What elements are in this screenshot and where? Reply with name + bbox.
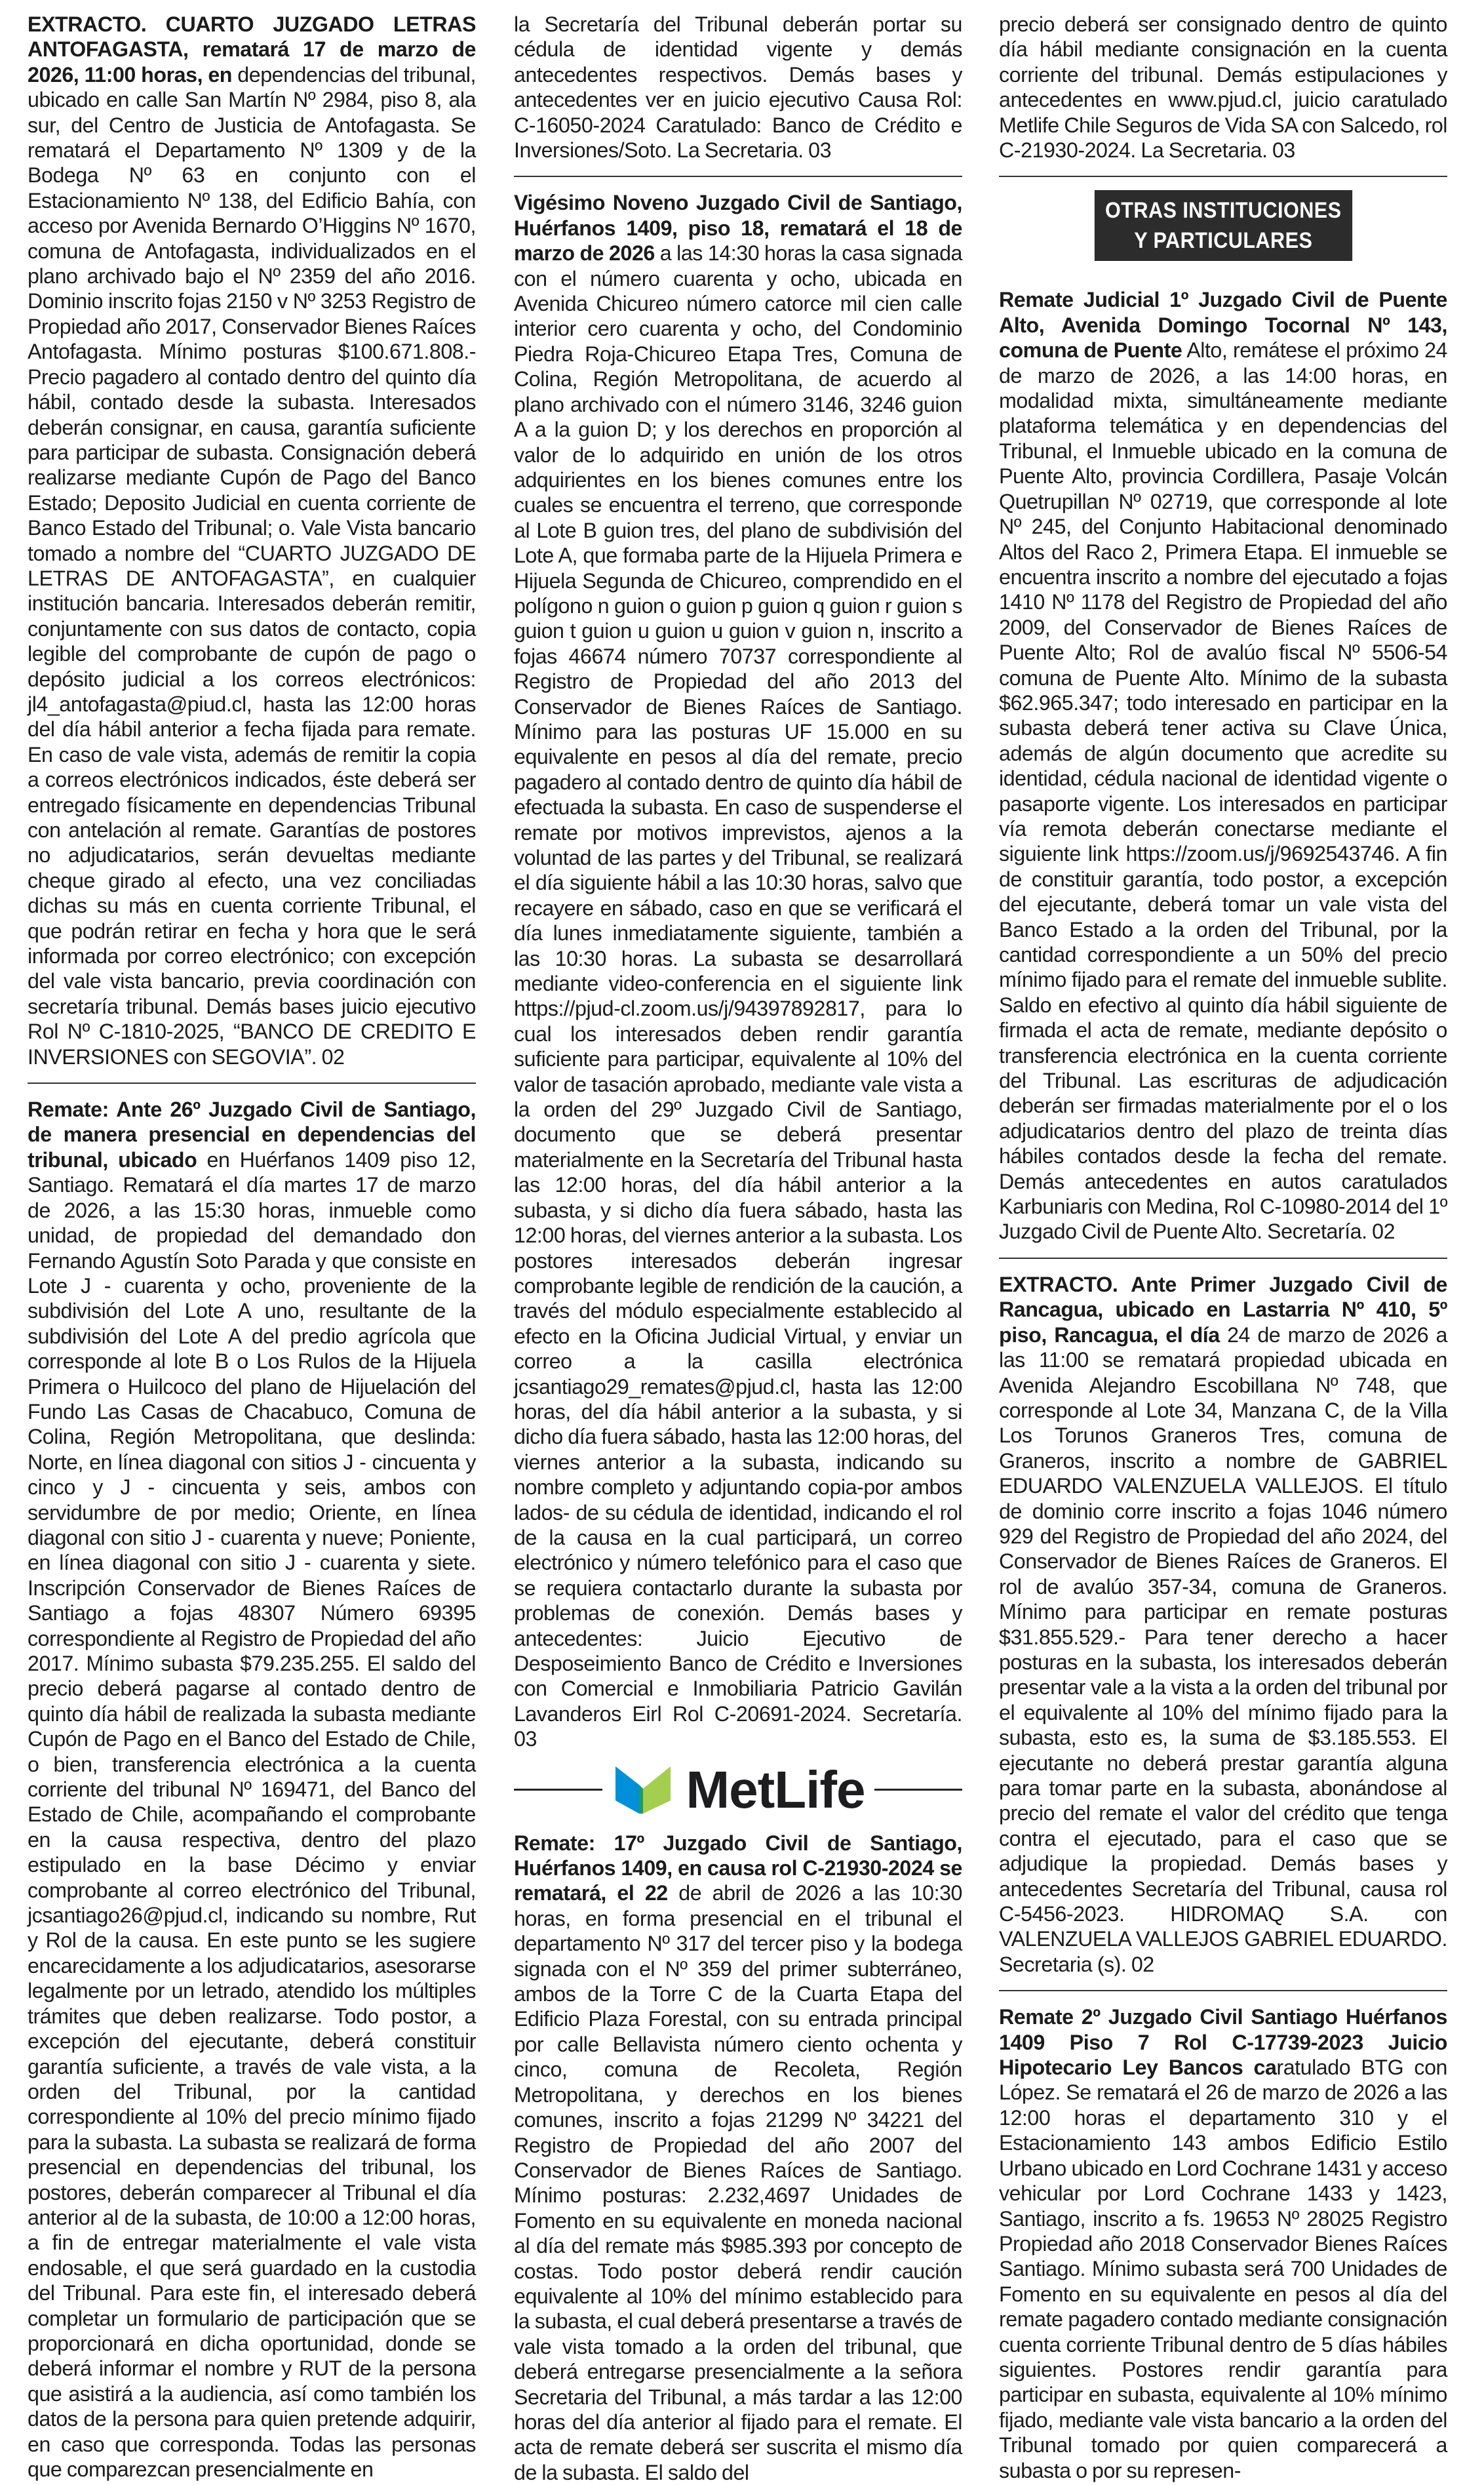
column-2 [514,12,963,2484]
notice-body: a las 14:30 horas la casa signada con el número cuarenta y ocho, ubicada en Avenida Chicureo número catorce mil cien calle interior cero cuarenta y ocho, del Condominio Piedra Roja-Chicureo Etapa Tres, Comuna de Colina, Región Metropolitana, de acuerdo al plano archivado con el número 3146, 3246 guion A a la guion D; y los derechos en proporción al valor de lo adquirido en unión de los otros adquirientes en los bienes comunes entre los cuales se encuentra el terreno, que corresponde al Lote B guion tres, del plano de subdivisión del Lote A, que formaba parte de la Hijuela Primera e Hijuela Segunda de Chicureo, comprendido en el polígono n guion o guion p guion q guion r guion s guion t guion u guion u guion v guion n, inscrito a fojas 46674 número 70737 correspondiente al Registro de Propiedad del año 2013 del Conservador de Bienes Raíces de Santiago. Mínimo para las posturas UF 15.000 en su equivalente en pesos al día del remate, precio pagadero al contado dentro de quinto día hábil de efectuada la subasta. En caso de suspenderse el remate por motivos imprevistos, ajenos a la voluntad de las partes y del Tribunal, se realizará el día siguiente hábil a las 10:30 horas, salvo que recayere en sábado, caso en que se verificará el día lunes inmediatamente siguiente, también a las 10:30 horas. La subasta se desarrollará mediante video-conferencia en el siguiente link https://pjud-cl.zoom.us/j/94397892817, para lo cual los interesados deben rendir garantía suficiente para participar, equivalente al 10% del valor de tasación aprobado, mediante vale vista a la orden del 29º Juzgado Civil de Santiago, documento que se deberá presentar materialmente en la Secretaría del Tribunal hasta las 12:00 horas, del día hábil anterior a la subasta, y si dicho día fuera sábado, hasta las 12:00 horas, del viernes anterior a la subasta. Los postores interesados deberán ingresar comprobante legible de rendición de la caución, a través del módulo especialmente establecido al efecto en la Oficina Judicial Virtual, y enviar un correo a la casilla electrónica jcsantiago29_remates@pjud.cl, hasta las 12:00 horas, del día hábil anterior a la subasta, y si dicho día fuera sábado, hasta las 12:00 horas, del viernes anterior a la subasta, indicando su nombre completo y adjuntando copia-por ambos lados- de su cédula de identidad, indicando el rol de la causa en la cual participará, un correo electrónico y número telefónico para el caso que se requiera contactarlo durante la subasta por problemas de conexión. Demás bases y antecedentes: Juicio Ejecutivo de Desposeimiento Banco de Crédito e Inversiones con Comercial e Inmobiliaria Patricio Gavilán Lavanderos Eirl Rol C-20691-2024. Secretaría. 03 [514,241,963,1751]
notice-continuation [999,12,1447,163]
notice-heading: EXTRACTO. CUARTO JUZGADO LETRAS ANTOFAGASTA, rematará 17 de marzo de 2026, 11:00 horas, en [28,12,476,87]
divider [514,1789,602,1791]
notice-heading: Remate: Ante 26º Juzgado Civil de Santiago, de manera presencial en dependencias del tribunal, ubicado [28,1098,476,1172]
divider [28,1083,476,1084]
notice-heading: Remate: 17º Juzgado Civil de Santiago, Huérfanos 1409, en causa rol C-21930-2024 se rematará, el 22 [514,1831,962,1905]
column-1 [28,12,476,2481]
metlife-wordmark: MetLife [686,1760,865,1819]
divider [999,176,1447,177]
divider [514,176,962,177]
notice-26-juzgado-santiago [28,1097,476,2482]
notice-body: Alto, remátese el próximo 24 de marzo de 2026, a las 14:00 horas, en modalidad mixta, simultáneamente mediante plataforma telemática y en dependencias del Tribunal, el Inmueble ubicado en la comuna de Puente Alto, provincia Cordillera, Pasaje Volcán Quetrupillan Nº 02719, que corresponde al lote Nº 245, del Conjunto Habitacional denominado Altos del Raco 2, Primera Etapa. El inmueble se encuentra inscrito a nombre del ejecutado a fojas 1410 Nº 1178 del Registro de Propiedad del año 2009, del Conservador de Bienes Raíces de Puente Alto; Rol de avalúo fiscal Nº 5506-54 comuna de Puente Alto. Mínimo de la subasta $62.965.347; todo interesado en participar en la subasta deberá tener activa su Clave Única, además de algún documento que acredite su identidad, cédula nacional de identidad vigente o pasaporte vigente. Los interesados en participar vía remota deberán conectarse mediante el siguiente link https://zoom.us/j/9692543746. A fin de constituir garantía, todo postor, a excepción del ejecutante, deberá tomar un vale vista del Banco Estado a la orden del Tribunal, por la cantidad correspondiente a un 50% del precio mínimo fijado para el remate del inmueble sublite. Saldo en efectivo al quinto día hábil siguiente de firmada el acta de remate, mediante depósito o transferencia electrónica en la cuenta corriente del Tribunal. Las escrituras de adjudicación deberán ser firmadas materialmente por el o los adjudicatarios dentro del plazo de treinta días hábiles contados desde la fecha del remate. Demás antecedentes en autos caratulados Karbuniaris con Medina, Rol C-10980-2014 del 1º Juzgado Civil de Puente Alto. Secretaría. 02 [999,338,1447,1244]
notice-body: en Huérfanos 1409 piso 12, Santiago. Rematará el día martes 17 de marzo de 2026, a las 15:30 horas, inmueble como unidad, de propiedad del demandado don Fernando Agustín Soto Parada y que consiste en Lote J - cuarenta y ocho, proveniente de la subdivisión del Lote A uno, resultante de la subdivisión del Lote A del predio agrícola que corresponde al lote B o Los Rulos de la Hijuela Primera o Huilcoco del plano de Hijuelación del Fundo Las Casas de Chacabuco, Comuna de Colina, Región Metropolitana, que deslinda: Norte, en línea diagonal con sitios J - cincuenta y cinco y J - cincuenta y seis, ambos con servidumbre de por medio; Oriente, en línea diagonal con sitio J - cuarenta y nueve; Poniente, en línea diagonal con sitio J - cuarenta y siete. Inscripción Conservador de Bienes Raíces de Santiago a fojas 48307 Número 69395 correspondiente al Registro de Propiedad del año 2017. Mínimo subasta $79.235.255. El saldo del precio deberá pagarse al contado dentro de quinto día hábil de realizada la subasta mediante Cupón de Pago en el Banco del Estado de Chile, o bien, transferencia electrónica a la cuenta corriente del tribunal Nº 169471, del Banco del Estado de Chile, acompañando el comprobante en la causa respectiva, dentro del plazo estipulado en la base Décimo y enviar comprobante al correo electrónico del Tribunal, jcsantiago26@pjud.cl, indicando su nombre, Rut y Rol de la causa. En este punto se les sugiere encarecidamente a los adjudicatarios, asesorarse legalmente por un letrado, atendido los múltiples trámites que deben realizarse. Todo postor, a excepción del ejecutante, deberá constituir garantía suficiente, a través de vale vista, a la orden del Tribunal, por la cantidad correspondiente al 10% del precio mínimo fijado para la subasta. La subasta se realizará de forma presencial en dependencias del tribunal, los postores, deberán comparecer al Tribunal el día anterior al de la subasta, de 10:00 a 12:00 horas, a fin de entregar materialmente el vale vista endosable, el que será guardado en la custodia del Tribunal. Para este fin, el interesado deberá completar un formulario de participación que se proporcionará en dicha oportunidad, donde se deberá informar el nombre y RUT de la persona que asistirá a la audiencia, así como también los datos de la persona para quien pretende adquirir, en caso que corresponda. Todas las personas que comparezcan presencialmente en [28,1147,476,2481]
notice-2-juzgado-santiago [999,2004,1447,2483]
section-title-line: OTRAS INSTITUCIONES [1104,198,1342,224]
notice-body: la Secretaría del Tribunal deberán portar su cédula de identidad vigente y demás antecedentes respectivos. Demás bases y antecedentes ver en juicio ejecutivo Causa Rol: C-16050-2024 Caratulado: Banco de Crédito e Inversiones/Soto. La Secretaria. 03 [514,12,962,163]
notice-body: ratulado BTG con López. Se rematará el 26 de marzo de 2026 a las 12:00 horas el departamento 310 y el Estacionamiento 143 ambos Edificio Estilo Urbano ubicado en Lord Cochrane 1431 y acceso vehicular por Lord Cochrane 1433 y 1423, Santiago, inscrito a fs. 19653 Nº 28025 Registro Propiedad año 2018 Conservador Bienes Raíces Santiago. Mínimo subasta será 700 Unidades de Fomento en su equivalente en pesos al día del remate pagadero contado mediante consignación cuenta corriente Tribunal dentro de 5 días hábiles siguientes. Postores rendir garantía para participar en subasta, equivalente al 10% mínimo fijado, mediante vale vista bancario a la orden del Tribunal tomado por quien comparecerá a subasta o por su represen- [999,2056,1447,2482]
notice-heading: EXTRACTO. Ante Primer Juzgado Civil de Rancagua, ubicado en Lastarria Nº 410, 5º piso, Rancagua, el día [999,1272,1447,1347]
notice-antofagasta [28,12,476,1069]
metlife-logo [602,1762,874,1818]
metlife-m-icon [612,1762,674,1818]
notice-body: dependencias del tribunal, ubicado en calle San Martín Nº 2984, piso 8, ala sur, del Centro de Justicia de Antofagasta. Se rematará el Departamento Nº 1309 y de la Bodega Nº 63 en conjunto con el Estacionamiento Nº 138, del Edificio Bahía, con acceso por Avenida Bernardo O’Higgins Nº 1670, comuna de Antofagasta, individualizados en el plano archivado bajo el Nº 2359 del año 2016. Dominio inscrito fojas 2150 v Nº 3253 Registro de Propiedad año 2017, Conservador Bienes Raíces Antofagasta. Mínimo posturas $100.671.808.- Precio pagadero al contado dentro del quinto día hábil, contado desde la subasta. Interesados deberán consignar, en causa, garantía suficiente para participar de subasta. Consignación deberá realizarse mediante Cupón de Pago del Banco Estado; Deposito Judicial en cuenta corriente de Banco Estado del Tribunal; o. Vale Vista bancario tomado a nombre del “CUARTO JUZGADO DE LETRAS DE ANTOFAGASTA”, en cualquier institución bancaria. Interesados deberán remitir, conjuntamente con sus datos de contacto, copia legible del comprobante de cupón de pago o depósito judicial a los correos electrónicos: jl4_antofagasta@piud.cl, hasta las 12:00 horas del día hábil anterior a fecha fijada para remate. En caso de vale vista, además de remitir la copia a correos electrónicos indicados, éste deberá ser entregado físicamente en dependencias Tribunal con antelación al remate. Garantías de postores no adjudicatarios, serán devueltas mediante cheque girado al efecto, una vez conciliadas dichas su más en cuenta corriente Tribunal, el que podrán retirar en fecha y hora que le será informada por correo electrónico; con excepción del vale vista bancario, previa coordinación con secretaría tribunal. Demás bases juicio ejecutivo Rol Nº C-1810-2025, “BANCO DE CREDITO E INVERSIONES con SEGOVIA”. 02 [28,62,476,1069]
section-title-line: Y PARTICULARES [1133,228,1313,254]
divider [999,1990,1447,1991]
metlife-logo-row [514,1762,962,1818]
notice-heading: Remate 2º Juzgado Civil Santiago Huérfanos 1409 Piso 7 Rol C-17739-2023 Juicio Hipotecario Ley Bancos ca [999,2005,1447,2080]
notice-puente-alto [999,287,1447,1244]
notice-heading: Remate Judicial 1º Juzgado Civil de Puente Alto, Avenida Domingo Tocornal Nº 143, comuna de Puente [999,288,1447,363]
divider [999,1258,1447,1259]
notice-body: de abril de 2026 a las 10:30 horas, en forma presencial en el tribunal el departamento Nº 317 del tercer piso y la bodega signada con el Nº 359 del primer subterráneo, ambos de la Torre C de la Cuarta Etapa del Edificio Plaza Forestal, con su entrada principal por calle Bellavista número ciento ochenta y cinco, comuna de Recoleta, Región Metropolitana, y derechos en los bienes comunes, inscrito a fojas 21299 Nº 34221 del Registro de Propiedad del año 2007 del Conservador de Bienes Raíces de Santiago. Mínimo posturas: 2.232,4697 Unidades de Fomento en su equivalente en moneda nacional al día del remate más $985.393 por concepto de costas. Todo postor deberá rendir caución equivalente al 10% del mínimo establecido para la subasta, el cual deberá presentarse a través de vale vista tomado a la orden del tribunal, que deberá entregarse presencialmente a la señora Secretaria del Tribunal, a más tardar a las 12:00 horas del día anterior al fijado para el remate. El acta de remate deberá ser suscrita el mismo día de la subasta. El saldo del [514,1881,962,2484]
notice-body: precio deberá ser consignado dentro de quinto día hábil mediante consignación en la cuenta corriente del tribunal. Demás estipulaciones y antecedentes en www.pjud.cl, juicio caratulado Metlife Chile Seguros de Vida SA con Salcedo, rol C-21930-2024. La Secretaria. 03 [999,12,1447,163]
notice-heading: Vigésimo Noveno Juzgado Civil de Santiago, Huérfanos 1409, piso 18, rematará el 18 de marzo de 2026 [514,191,962,266]
divider [874,1789,963,1791]
notice-continuation [514,12,962,163]
notice-29-juzgado-santiago [514,190,962,1751]
column-3 [999,12,1447,2482]
notice-17-juzgado-santiago [514,1831,962,2485]
section-title [1095,190,1352,261]
notice-body: 24 de marzo de 2026 a las 11:00 se rematará propiedad ubicada en Avenida Alejandro Escobillana Nº 748, que corresponde al Lote 34, Manzana C, de la Villa Los Torunos Graneros Tres, comuna de Graneros, inscrito a nombre de GABRIEL EDUARDO VALENZUELA VALLEJOS. El título de dominio corre inscrito a fojas 1046 número 929 del Registro de Propiedad del año 2024, del Conservador de Bienes Raíces de Graneros. El rol de avalúo 357-34, comuna de Graneros. Mínimo para participar en remate posturas $31.855.529.- Para tener derecho a hacer posturas en la subasta, los interesados deberán presentar vale a la vista a la orden del tribunal por el equivalente al 10% del mínimo fijado para la subasta, esto es, la suma de $3.185.553. El ejecutante no deberá prestar garantía alguna para tomar parte en la subasta, abonándose al precio del remate el valor del crédito que tenga contra el ejecutado, para el caso que se adjudique la propiedad. Demás bases y antecedentes Secretaría del Tribunal, causa rol C-5456-2023. HIDROMAQ S.A. con VALENZUELA VALLEJOS GABRIEL EDUARDO. Secretaria (s). 02 [999,1322,1447,1976]
notice-rancagua [999,1272,1447,1977]
section-banner [999,190,1447,261]
